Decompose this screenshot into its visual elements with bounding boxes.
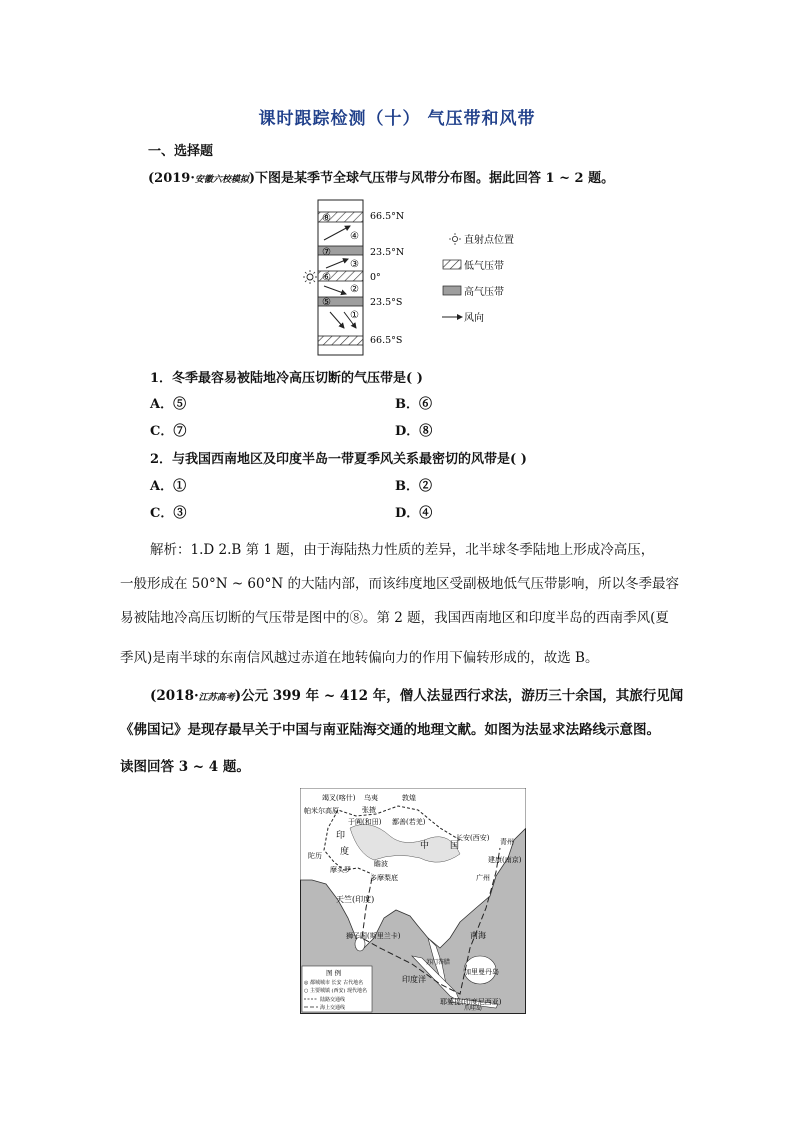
legend-label: 风向 [464, 313, 484, 324]
zone-number: ⑧ [322, 213, 331, 224]
place-label: 青州 [500, 838, 514, 846]
place-label: 耶婆提(印度尼西亚) [440, 998, 502, 1006]
intro-question-1-2 [148, 172, 614, 187]
section-heading: 一、选择题 [148, 144, 214, 159]
question-2-option-d: D．④ [395, 506, 433, 521]
zone-number: ⑤ [322, 297, 331, 308]
zone-number: ⑦ [322, 247, 331, 258]
map-legend-item: 海上交通线 [320, 1005, 346, 1011]
place-label: 敦煌 [402, 794, 416, 802]
diagram-legend [442, 233, 514, 324]
latitude-label: 0° [370, 272, 381, 283]
place-label: 南海 [470, 931, 486, 940]
legend-label: 直射点位置 [464, 235, 514, 246]
place-label: 加里曼丹岛 [464, 968, 499, 976]
zone-number: ③ [350, 259, 359, 270]
question-1-option-d: D．⑧ [395, 424, 433, 439]
question-2-option-b: B．② [395, 479, 432, 494]
place-label: 鄯善(若羌) [392, 818, 426, 826]
map-legend-item: ◎ 都城城市 长安 古代地名 [304, 980, 364, 986]
place-label: 建康(南京) [488, 856, 522, 864]
intro-year: (2018· [150, 688, 199, 704]
pressure-belt-diagram [300, 198, 540, 358]
analysis-line: 一般形成在 50°N ~ 60°N 的大陆内部，而该纬度地区受副极地低气压带影响，所以冬季最容 [120, 576, 679, 592]
belt-66s [318, 336, 363, 345]
latitude-label: 23.5°S [370, 297, 403, 308]
legend-label: 低气压带 [464, 261, 504, 272]
sun-icon [449, 233, 461, 245]
question-2-stem: 2．与我国西南地区及印度半岛一带夏季风关系最密切的风带是( ) [150, 452, 527, 467]
map-legend [302, 966, 372, 1012]
place-label: 狮子国(斯里兰卡) [346, 932, 401, 940]
zone-number: ④ [350, 231, 359, 242]
place-label: 帕米尔高原 [304, 807, 339, 815]
place-label: 印 [336, 831, 346, 841]
place-label: 摩头罗 [330, 866, 351, 874]
analysis-line: 易被陆地冷高压切断的气压带是图中的⑧。第 2 题，我国西南地区和印度半岛的西南季风(夏 [120, 610, 669, 626]
intro-text: )公元 399 年 ~ 412 年，僧人法显西行求法，游历三十余国，其旅行见闻 [234, 688, 684, 704]
place-label: 于阗(和田) [348, 818, 382, 826]
map-legend-title: 图 例 [326, 969, 342, 977]
intro-source: 安徽六校模拟 [194, 175, 249, 185]
question-2-option-a: A．① [150, 479, 187, 494]
latitude-label: 66.5°N [370, 211, 405, 222]
place-label: 乌夷 [364, 794, 378, 802]
latitude-label: 23.5°N [370, 247, 405, 258]
zone-number: ② [350, 284, 359, 295]
zone-number: ① [350, 310, 359, 321]
sun-icon [303, 270, 317, 284]
intro-source: 江苏高考 [198, 693, 235, 703]
analysis-line: 解析：1.D 2.B 第 1 题，由于海陆热力性质的差异，北半球冬季陆地上形成冷高压， [150, 542, 655, 558]
place-label: 度 [340, 847, 350, 857]
legend-label: 高气压带 [464, 287, 504, 298]
question-1-option-b: B．⑥ [395, 397, 432, 412]
map-legend-item: 陆路交通线 [320, 997, 346, 1003]
place-label: 长安(西安) [456, 834, 490, 842]
place-label: 苏门答腊 [426, 959, 451, 966]
intro-line: 《佛国记》是现存最早关于中国与南亚陆海交通的地理文献。如图为法显求法路线示意图。 [120, 722, 660, 738]
intro-year: (2019· [148, 171, 195, 186]
high-pressure-swatch [443, 286, 461, 295]
question-1-option-c: C．⑦ [150, 424, 187, 439]
question-1-stem: 1．冬季最容易被陆地冷高压切断的气压带是( ) [150, 371, 423, 386]
place-label: 印度洋 [402, 975, 426, 984]
place-label: 国 [450, 841, 460, 851]
map-legend-item: ○ 主要城镇 (西安) 现代地名 [304, 988, 368, 994]
place-label: 天竺(印度) [336, 895, 375, 904]
zone-number: ⑥ [322, 272, 331, 283]
question-2-option-c: C．③ [150, 506, 187, 521]
page-title: 课时跟踪检测（十） 气压带和风带 [258, 109, 536, 129]
place-label: 张掖 [362, 806, 376, 814]
intro-text: )下图是某季节全球气压带与风带分布图。据此回答 1 ~ 2 题。 [248, 171, 615, 186]
place-label: 竭叉(喀什) [322, 794, 356, 802]
intro-question-3-4 [150, 684, 683, 704]
place-label: 广州 [476, 874, 490, 882]
place-label: 中 [420, 841, 430, 851]
low-pressure-swatch [443, 260, 461, 269]
analysis-line: 季风)是南半球的东南信风越过赤道在地转偏向力的作用下偏转形成的，故选 B。 [120, 650, 599, 666]
faxian-route-map [300, 788, 526, 1014]
intro-line: 读图回答 3 ~ 4 题。 [120, 759, 250, 775]
question-1-option-a: A．⑤ [150, 397, 187, 412]
place-label: 爪哇岛 [464, 1005, 483, 1012]
place-label: 多摩梨底 [370, 874, 398, 882]
place-label: 陀历 [308, 852, 322, 860]
place-label: 瞻波 [374, 860, 388, 868]
latitude-label: 66.5°S [370, 335, 403, 346]
